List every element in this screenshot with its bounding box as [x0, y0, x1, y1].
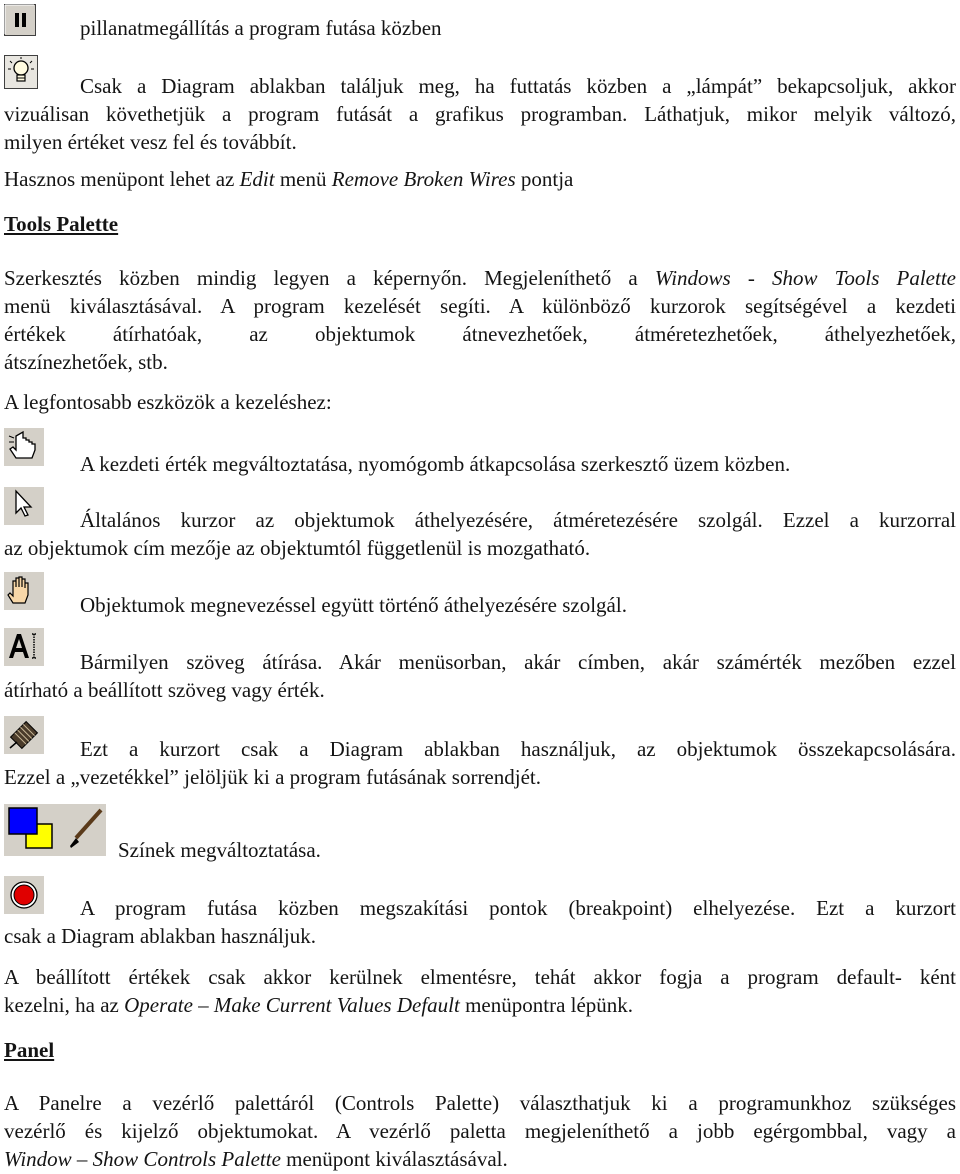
- tools-intro-line-2: menü kiválasztásával. A program kezelését segíti. A különböző kurzorok segítségével a kezdeti: [4, 294, 956, 318]
- tools-palette-heading: Tools Palette: [4, 212, 119, 236]
- breakpoint-icon: [4, 876, 44, 914]
- tool-position-line-2: az objektumok cím mezője az objektumtól függetlenül is mozgatható.: [4, 536, 591, 560]
- highlight-line-3: milyen értéket vesz fel és továbbít.: [4, 130, 297, 154]
- panel-line-1: A Panelre a vezérlő palettáról (Controls Palette) választhatjuk ki a programunkhoz szükséges: [4, 1091, 956, 1115]
- tools-intro-line-3: értékek átírhatóak, az objektumok átnevezhetőek, átméretezhetőek, áthelyezhetőek,: [4, 322, 956, 346]
- panel-heading: Panel: [4, 1038, 55, 1062]
- tool-color-text: Színek megváltoztatása.: [118, 838, 321, 862]
- tools-intro-line-4: átszínezhetőek, stb.: [4, 350, 168, 374]
- defaults-line-1: A beállított értékek csak akkor kerülnek elmentésre, tehát akkor fogja a program default- ként: [4, 965, 956, 989]
- tool-text-line-2: átírható a beállított szöveg vagy érték.: [4, 678, 325, 702]
- grab-hand-icon: [4, 572, 44, 610]
- tools-intro-line-1: Szerkesztés közben mindig legyen a képernyőn. Megjeleníthető a Windows - Show Tools Palette: [4, 266, 956, 290]
- remove-wires-note: Hasznos menüpont lehet az Edit menü Remove Broken Wires pontja: [4, 167, 574, 191]
- highlight-line-2: vizuálisan követhetjük a program futását a grafikus programban. Láthatjuk, mikor melyik változó,: [4, 102, 956, 126]
- tool-breakpoint-line-2: csak a Diagram ablakban használjuk.: [4, 924, 316, 948]
- tool-wiring-line-2: Ezzel a „vezetékkel” jelöljük ki a program futásának sorrendjét.: [4, 765, 541, 789]
- tool-move-text: Objektumok megnevezéssel együtt történő áthelyezésére szolgál.: [80, 593, 627, 617]
- light-bulb-icon: [4, 55, 38, 89]
- panel-line-3: Window – Show Controls Palette menüpont kiválasztásával.: [4, 1147, 508, 1171]
- tool-operate-text: A kezdeti érték megváltoztatása, nyomógomb átkapcsolása szerkesztő üzem közben.: [80, 452, 791, 476]
- pause-button-icon: [4, 4, 36, 36]
- pause-description: pillanatmegállítás a program futása közben: [80, 16, 442, 40]
- panel-line-2: vezérlő és kijelző objektumokat. A vezérlő paletta megjeleníthető a jobb egérgombbal, vagy a: [4, 1119, 956, 1143]
- highlight-line-1: Csak a Diagram ablakban találjuk meg, ha futtatás közben a „lámpát” bekapcsoljuk, akkor: [80, 74, 956, 98]
- tool-wiring-line-1: Ezt a kurzort csak a Diagram ablakban használjuk, az objektumok összekapcsolására.: [80, 737, 956, 761]
- tools-lead: A legfontosabb eszközök a kezeléshez:: [4, 390, 332, 414]
- tool-position-line-1: Általános kurzor az objektumok áthelyezésére, átméretezésére szolgál. Ezzel a kurzorral: [80, 508, 956, 532]
- operate-finger-icon: [4, 428, 44, 466]
- arrow-cursor-icon: [4, 487, 44, 525]
- tool-breakpoint-line-1: A program futása közben megszakítási pontok (breakpoint) elhelyezése. Ezt a kurzort: [80, 896, 956, 920]
- tool-text-line-1: Bármilyen szöveg átírása. Akár menüsorban, akár címben, akár számérték mezőben ezzel: [80, 650, 956, 674]
- wiring-spool-icon: [4, 716, 44, 754]
- defaults-line-2: kezelni, ha az Operate – Make Current Values Default menüpontra lépünk.: [4, 993, 634, 1017]
- text-cursor-icon: [4, 628, 44, 666]
- color-brush-icon: [4, 804, 106, 856]
